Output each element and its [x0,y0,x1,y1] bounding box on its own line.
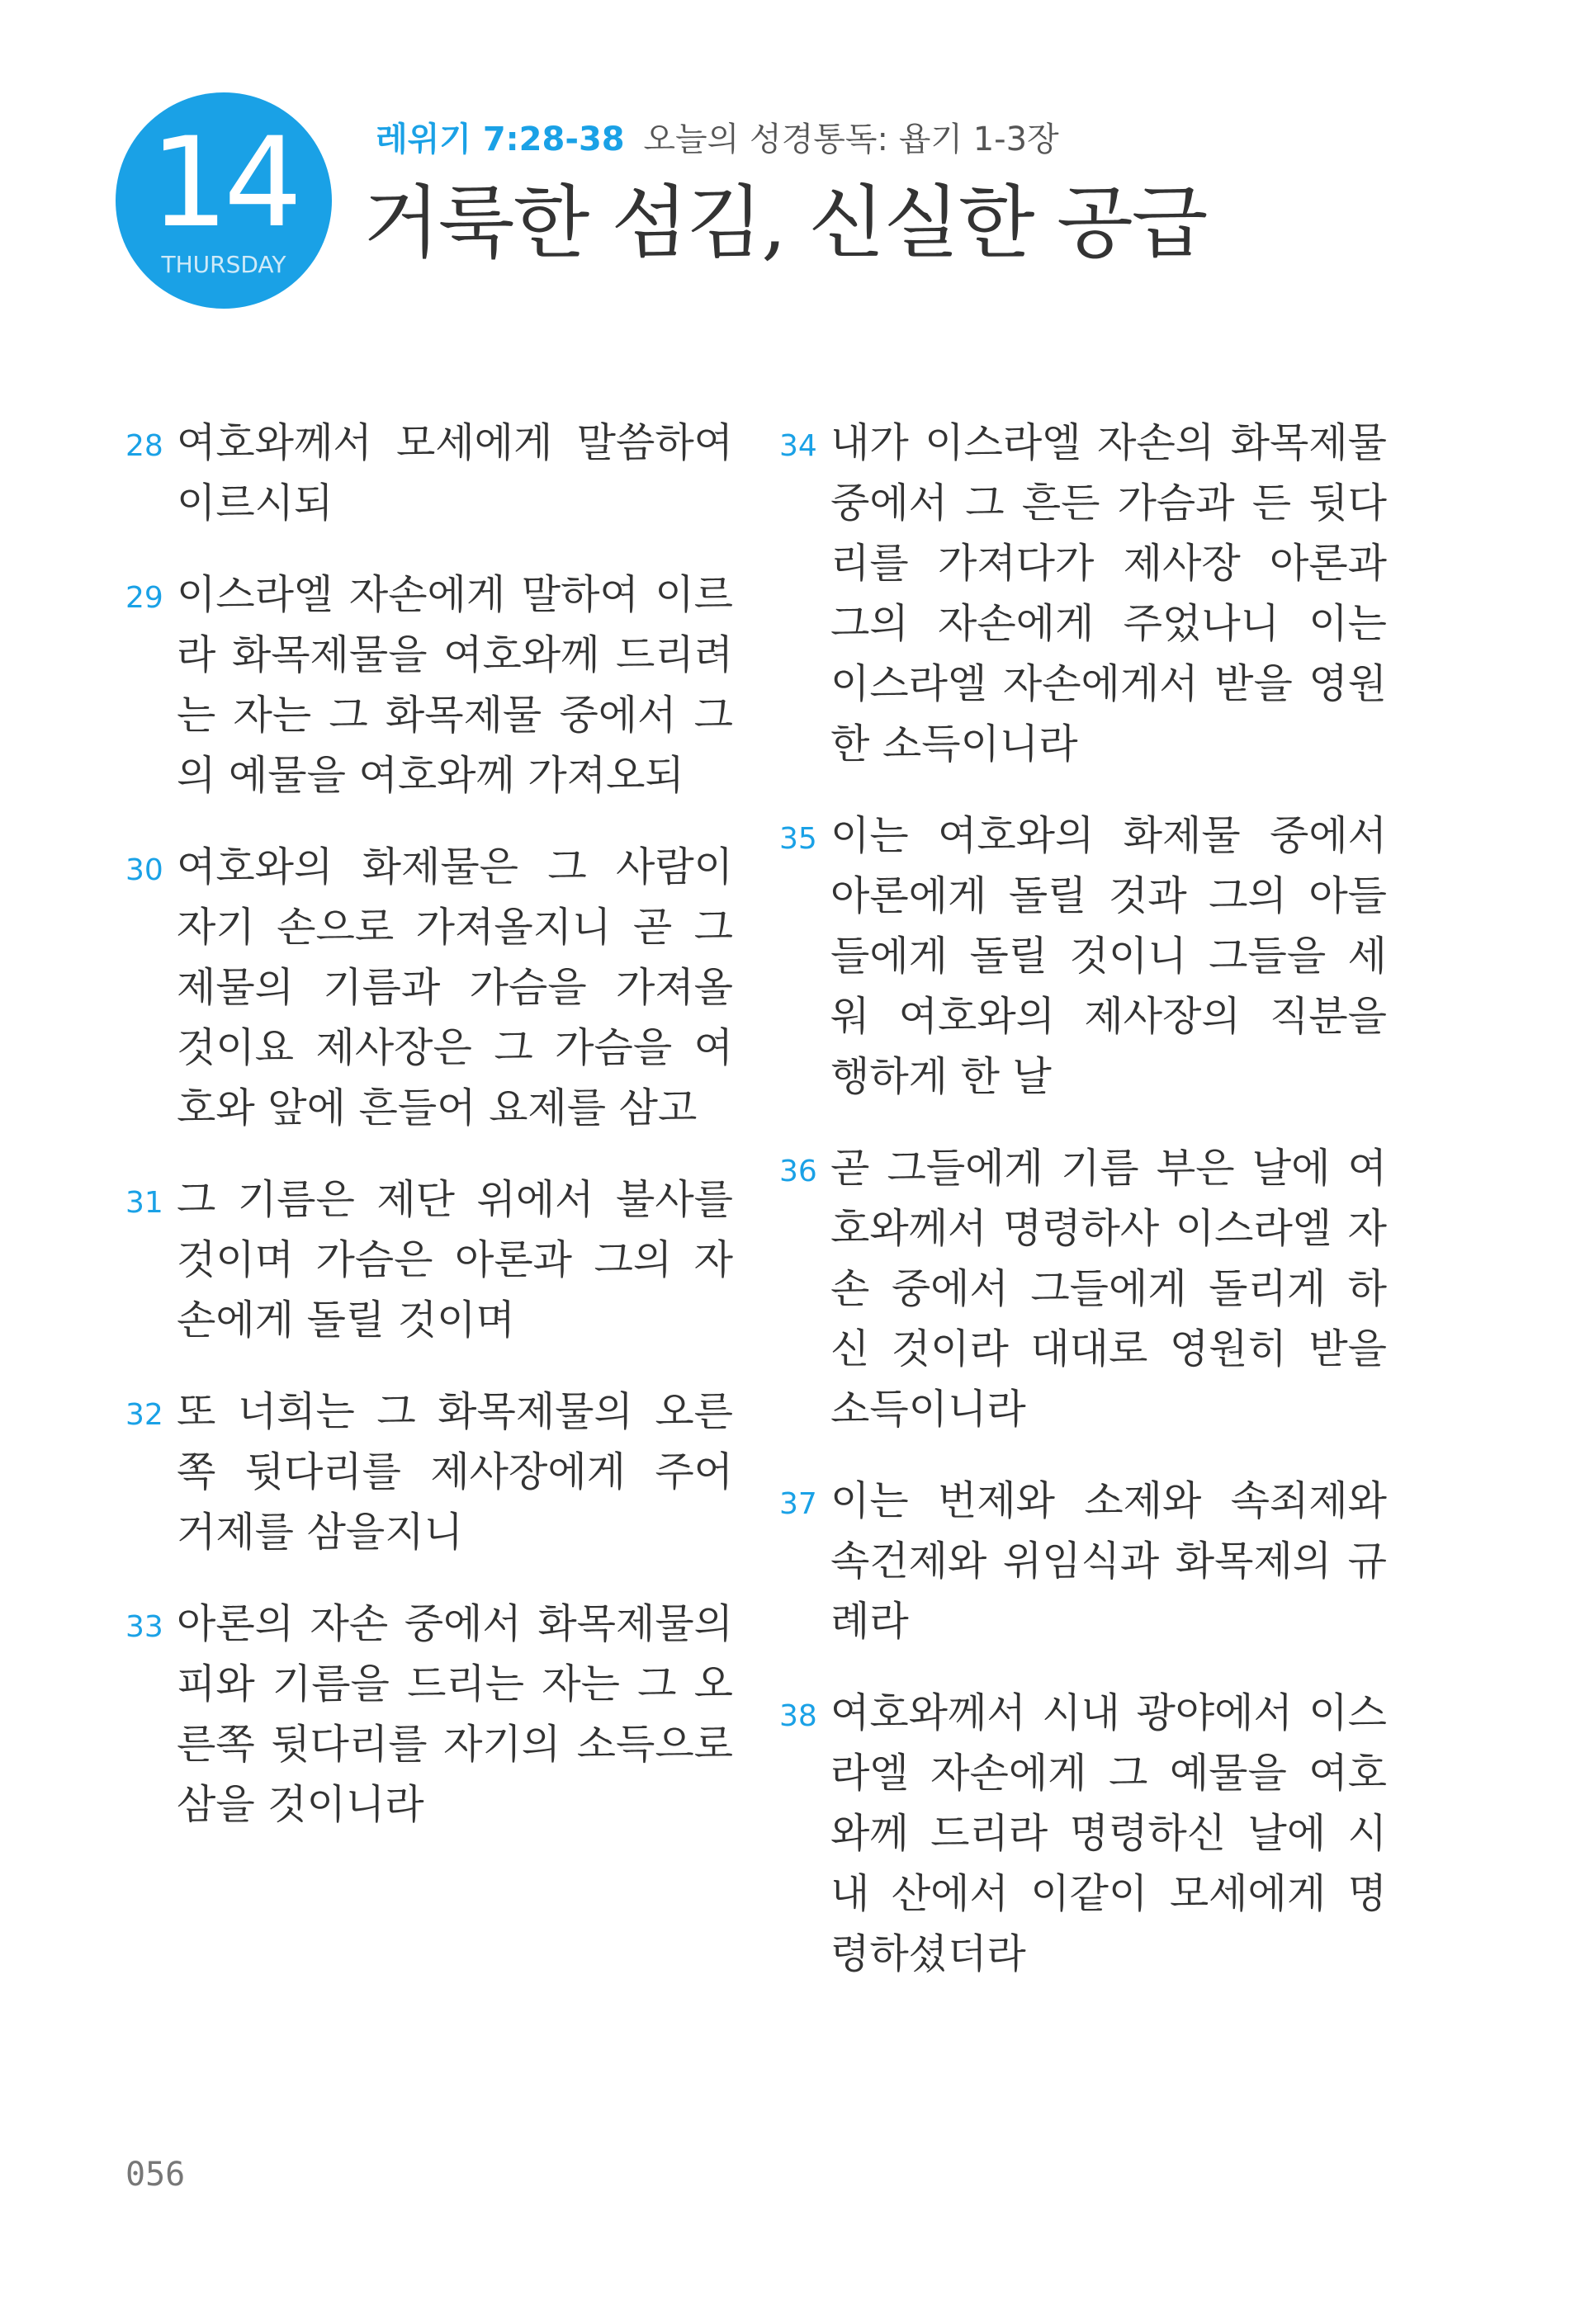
verse-text: 아론의 자손 중에서 화목제물의 피와 기름을 드리는 자는 그 오른쪽 뒷다리를 자기의 소득으로 삼을 것이니라 [177,1600,733,1828]
verse-text: 여호와의 화제물은 그 사람이 자기 손으로 가져올지니 곧 그 제물의 기름과 가슴을 가져올 것이요 제사장은 그 가슴을 여호와 앞에 흔들어 요제를 삼고 [177,843,733,1131]
verse [776,1471,1387,1651]
verse [122,413,733,533]
verse-number: 28 [125,429,163,463]
passage-reference: 레위기 7:28-38 [376,120,625,158]
verse-text: 이스라엘 자손에게 말하여 이르라 화목제물을 여호와께 드리려는 자는 그 화목제물 중에서 그의 예물을 여호와께 가져오되 [177,571,733,799]
verse-text: 여호와께서 시내 광야에서 이스라엘 자손에게 그 예물을 여호와께 드리라 명령하신 날에 시내 산에서 이같이 모세에게 명령하셨더라 [830,1689,1387,1977]
day-number: 14 [149,111,298,255]
verse [122,1594,733,1835]
verse-number: 33 [125,1610,163,1644]
verse [776,1683,1387,1984]
verse-text: 내가 이스라엘 자손의 화목제물 중에서 그 흔든 가슴과 든 뒷다리를 가져다가 제사장 아론과 그의 자손에게 주었나니 이는 이스라엘 자손에게서 받을 영원한 소득이니라 [830,419,1387,768]
verse [122,564,733,805]
verse-number: 36 [779,1155,817,1188]
verse-text: 여호와께서 모세에게 말씀하여 이르시되 [177,419,733,527]
day-name: THURSDAY [161,251,286,278]
verse [776,1138,1387,1439]
verse-number: 34 [779,429,817,463]
verse-number: 37 [779,1487,817,1521]
verse-number: 35 [779,822,817,856]
verse-text: 곧 그들에게 기름 부은 날에 여호와께서 명령하사 이스라엘 자손 중에서 그들에게 돌리게 하신 것이라 대대로 영원히 받을 소득이니라 [830,1145,1387,1433]
verse [122,1382,733,1562]
verse-number: 31 [125,1186,163,1220]
page-title: 거룩한 섬김, 신실한 공급 [363,177,1207,269]
verse-number: 32 [125,1398,163,1432]
daily-reading: 오늘의 성경통독: 욥기 1-3장 [643,120,1059,158]
verse-text: 또 너희는 그 화목제물의 오른쪽 뒷다리를 제사장에게 주어 거제를 삼을지니 [177,1388,733,1556]
verse-column-right [776,413,1387,2015]
verse-number: 38 [779,1699,817,1733]
verse-text: 이는 번제와 소제와 속죄제와 속건제와 위임식과 화목제의 규례라 [830,1477,1387,1645]
day-badge [116,92,332,309]
verse [776,805,1387,1107]
verse [776,413,1387,774]
page-number: 056 [125,2156,186,2194]
verse [122,1169,733,1350]
verse-column-left [122,413,733,1866]
verse-number: 29 [125,581,163,615]
verse-text: 이는 여호와의 화제물 중에서 아론에게 돌릴 것과 그의 아들들에게 돌릴 것이니 그들을 세워 여호와의 제사장의 직분을 행하게 한 날 [830,812,1387,1100]
reading-line [376,119,1059,160]
verse [122,837,733,1138]
verse-text: 그 기름은 제단 위에서 불사를 것이며 가슴은 아론과 그의 자손에게 돌릴 것이며 [177,1176,733,1344]
verse-number: 30 [125,853,163,887]
